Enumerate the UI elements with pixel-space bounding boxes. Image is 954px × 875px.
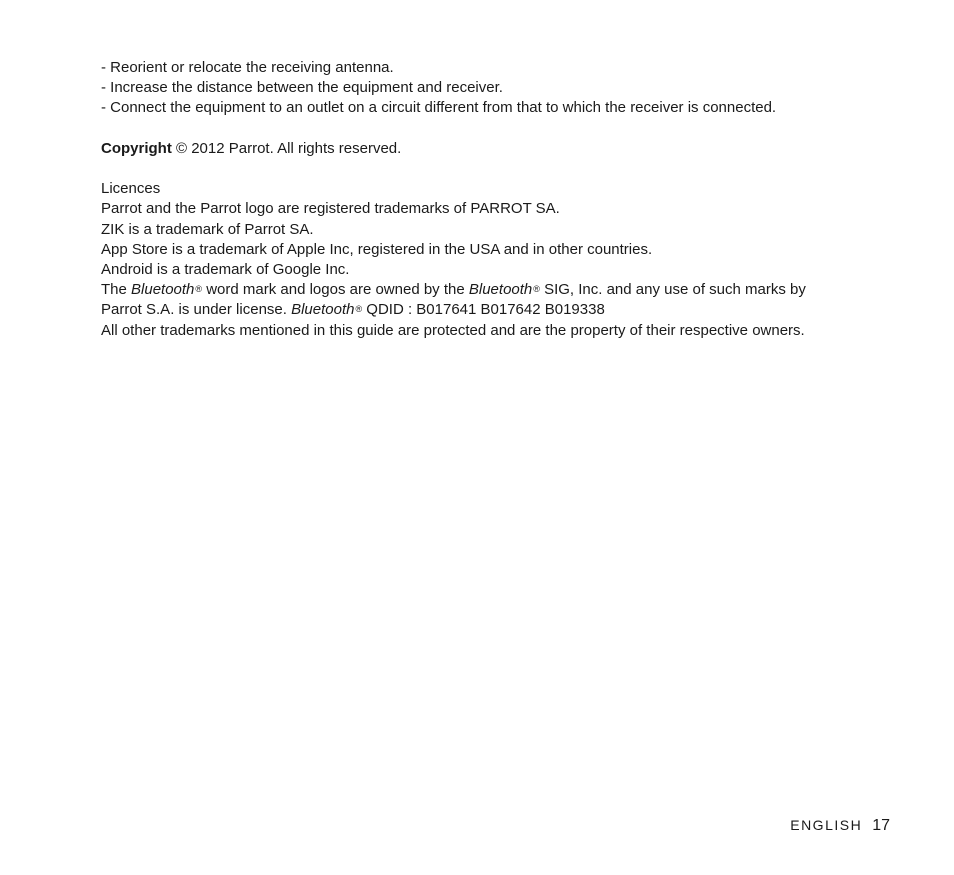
copyright-line <box>101 139 881 159</box>
licence-line: All other trademarks mentioned in this guide are protected and are the property of their respective owners. <box>101 321 805 339</box>
footer-language: ENGLISH <box>790 817 863 833</box>
licence-line: Android is a trademark of Google Inc. <box>101 261 350 278</box>
licence-line: ZIK is a trademark of Parrot SA. <box>101 220 314 238</box>
qdid-text: QDID : B017641 B017642 B019338 <box>362 301 605 319</box>
bluetooth-word: Bluetooth <box>468 281 533 299</box>
registered-mark: ® <box>355 304 363 315</box>
registered-mark: ® <box>533 284 540 295</box>
interference-item: - Increase the distance between the equipment and receiver. <box>101 79 503 97</box>
page-footer <box>790 817 890 835</box>
page-number: 17 <box>872 817 890 834</box>
bluetooth-word: Bluetooth <box>131 281 195 299</box>
bluetooth-license-line <box>101 300 881 320</box>
licence-line: Parrot and the Parrot logo are registered trademarks of PARROT SA. <box>101 200 560 218</box>
licence-line: App Store is a trademark of Apple Inc, registered in the USA and in other countries. <box>101 240 653 258</box>
document-body <box>101 58 881 341</box>
interference-item: - Reorient or relocate the receiving antenna. <box>101 59 394 76</box>
bluetooth-line <box>101 280 881 300</box>
bt-tail-text: SIG, Inc. and any use of such marks by <box>539 281 806 299</box>
bt-intro-text: The <box>101 281 132 299</box>
bt-mid-text: word mark and logos are owned by the <box>202 281 469 299</box>
copyright-label: Copyright <box>101 139 172 157</box>
licences-heading: Licences <box>101 180 161 198</box>
copyright-text: © 2012 Parrot. All rights reserved. <box>171 139 402 157</box>
bt-license-text: Parrot S.A. is under license. <box>101 301 292 319</box>
interference-item: - Connect the equipment to an outlet on a circuit different from that to which the receiver is connected. <box>101 99 777 117</box>
bluetooth-word: Bluetooth <box>291 301 355 319</box>
registered-mark: ® <box>195 284 203 295</box>
